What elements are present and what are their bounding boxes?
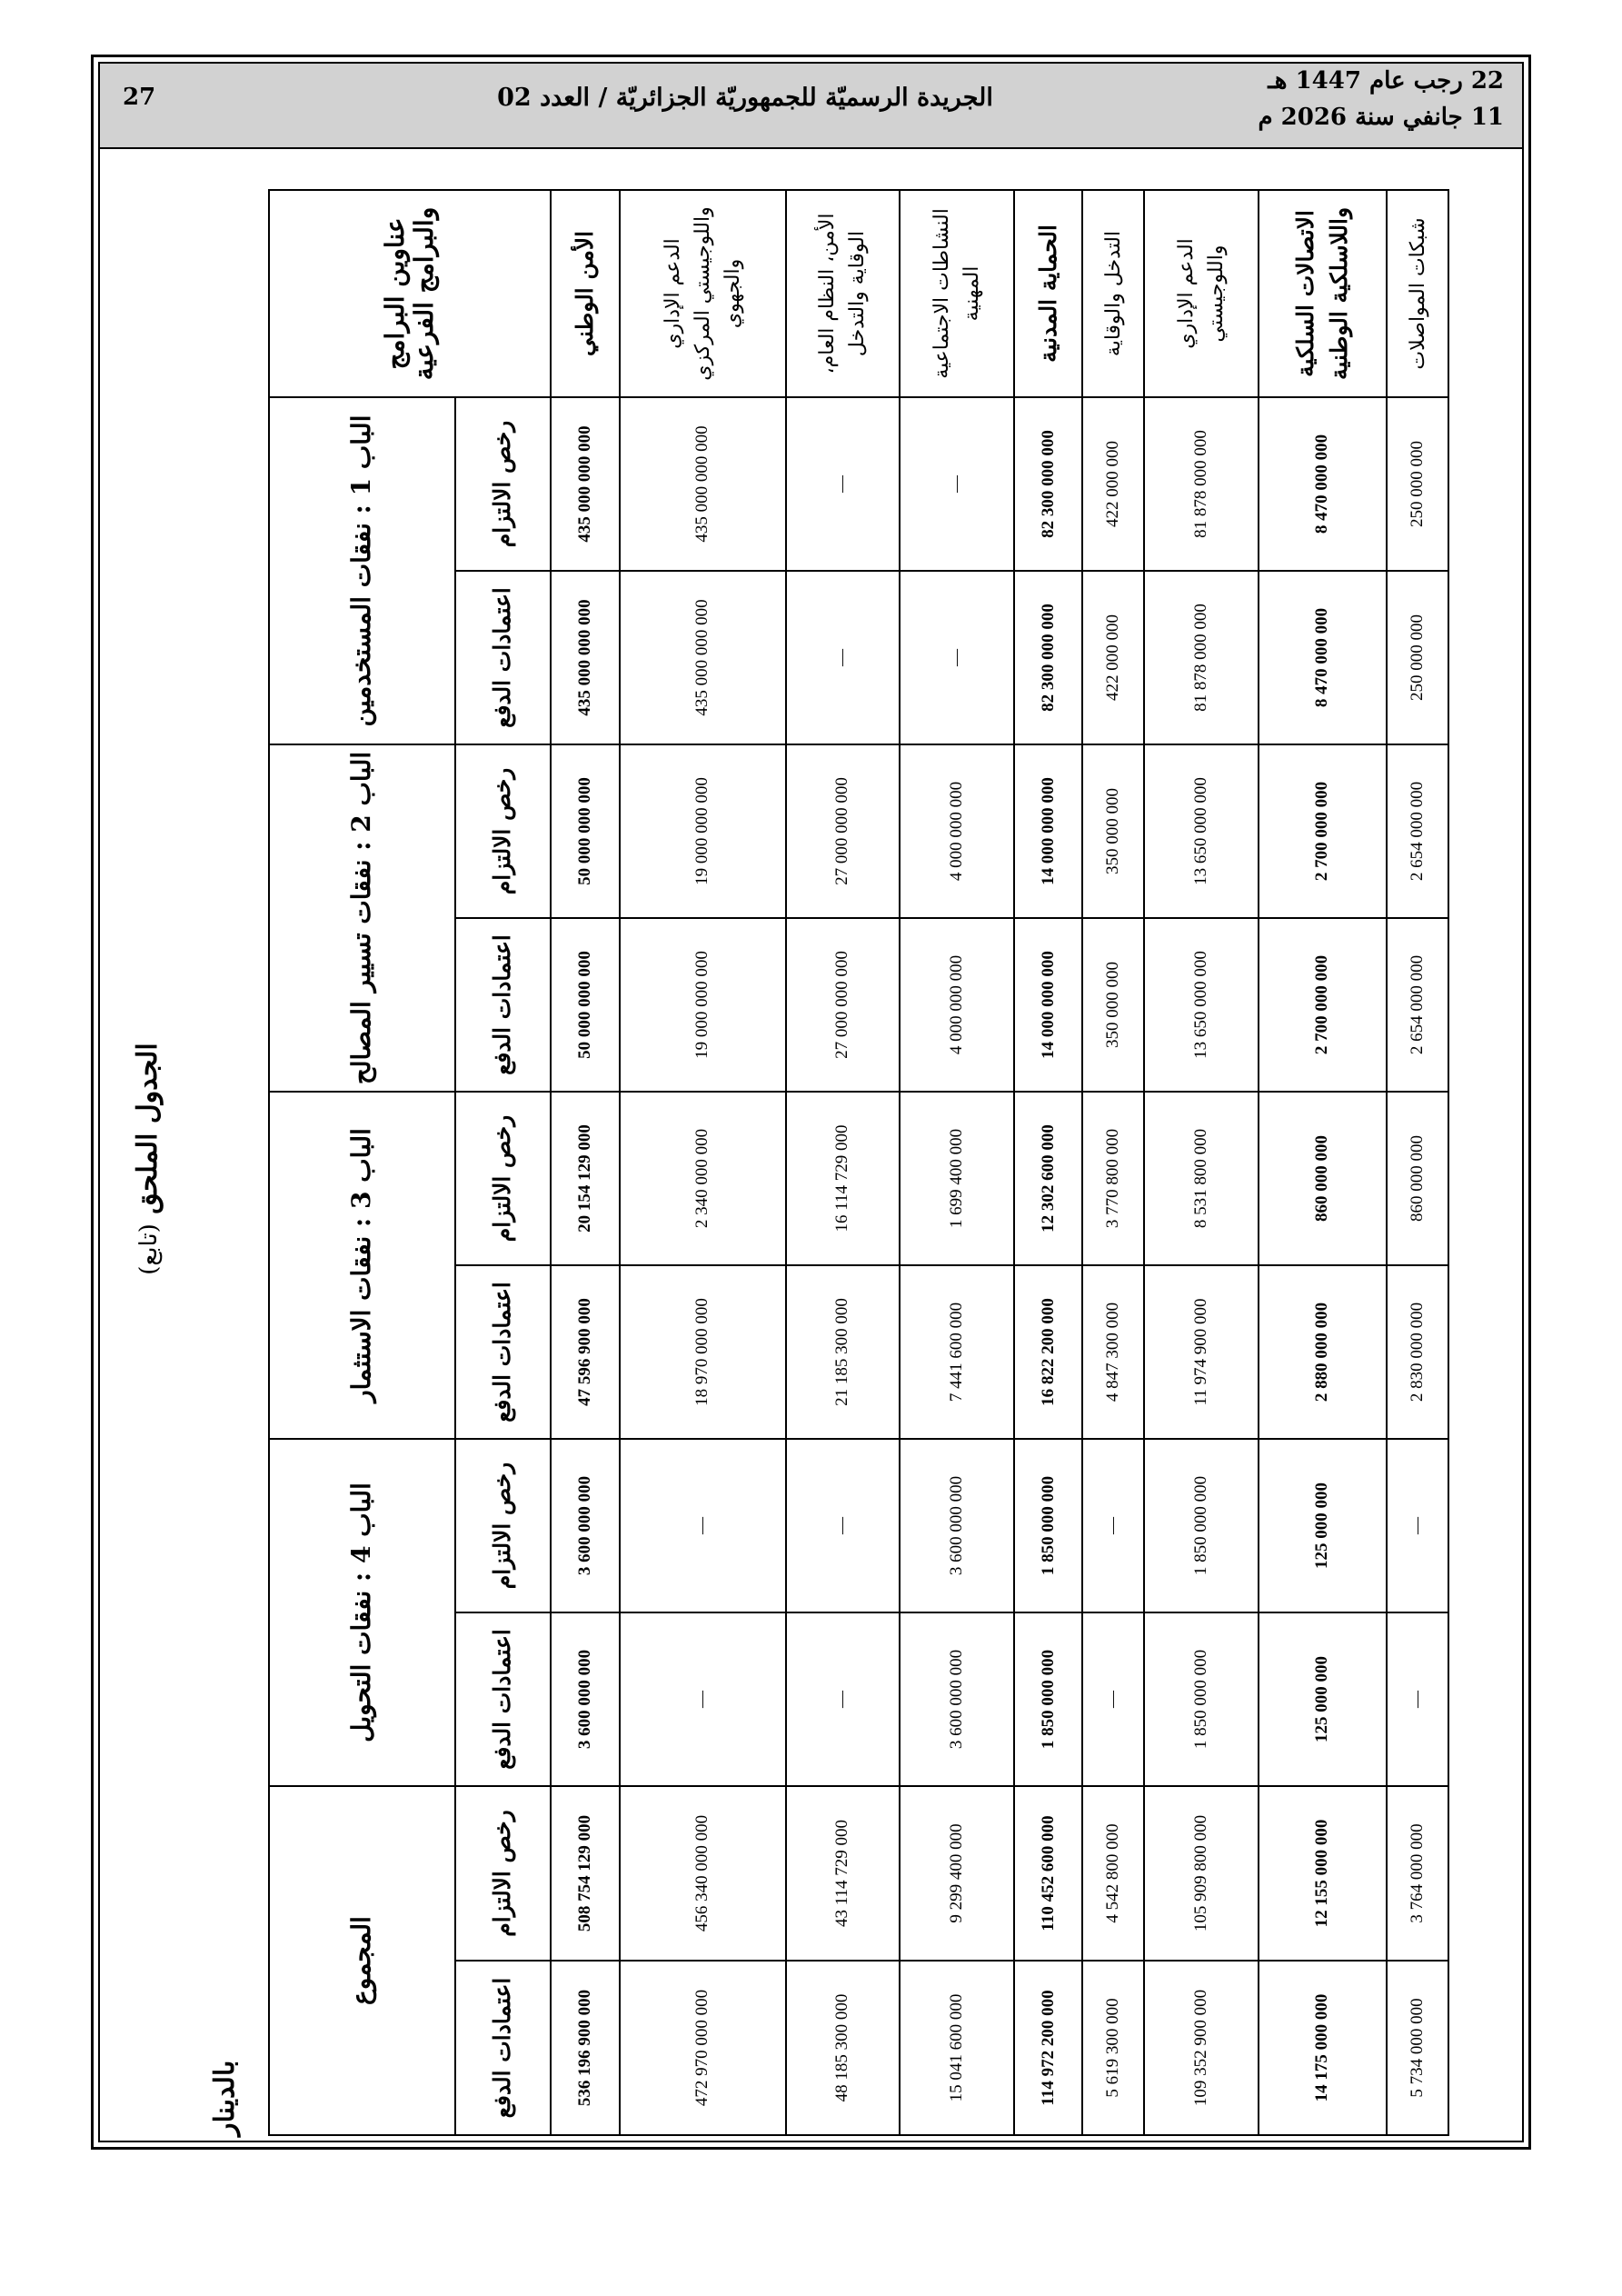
table-row	[551, 190, 620, 2135]
amount-cell: 110 452 600 000	[1014, 1786, 1083, 1961]
amount-cell: 1 850 000 000	[1144, 1612, 1258, 1786]
amount-cell: 860 000 000	[1259, 1092, 1387, 1265]
amount-cell: 47 596 900 000	[551, 1265, 620, 1439]
amount-cell: 4 000 000 000	[900, 918, 1013, 1092]
amount-cell: 105 909 800 000	[1144, 1786, 1258, 1961]
amount-cell: 2 340 000 000	[620, 1092, 786, 1265]
amount-cell: 21 185 300 000	[786, 1265, 900, 1439]
amount-cell: 50 000 000 000	[551, 918, 620, 1092]
amount-cell: —	[1387, 1439, 1448, 1612]
col-title2: الباب 2 : نفقات تسيير المصالح	[269, 744, 455, 1092]
amount-cell: 3 600 000 000	[551, 1612, 620, 1786]
amount-cell: 18 970 000 000	[620, 1265, 786, 1439]
amount-cell: 3 770 800 000	[1082, 1092, 1144, 1265]
amount-cell: —	[900, 571, 1013, 744]
amount-cell: 435 000 000 000	[620, 571, 786, 744]
journal-title: الجريدة الرسميّة للجمهوريّة الجزائريّة / العدد 02	[497, 84, 993, 112]
amount-cell: 435 000 000 000	[551, 397, 620, 571]
amount-cell: 5 734 000 000	[1387, 1961, 1448, 2135]
amount-cell: 1 699 400 000	[900, 1092, 1013, 1265]
amount-cell: 508 754 129 000	[551, 1786, 620, 1961]
col-total: المجموع	[269, 1786, 455, 2135]
amount-cell: 81 878 000 000	[1144, 571, 1258, 744]
amount-cell: 14 000 000 000	[1014, 744, 1083, 918]
amount-cell: 27 000 000 000	[786, 744, 900, 918]
amount-cell: 16 822 200 000	[1014, 1265, 1083, 1439]
col-title3-ae: رخص الالتزام	[455, 1092, 551, 1265]
amount-cell: —	[620, 1612, 786, 1786]
amount-cell: 2 700 000 000	[1259, 918, 1387, 1092]
table-row	[900, 190, 1013, 2135]
amount-cell: —	[1082, 1612, 1144, 1786]
program-name-cell: التدخل والوقاية	[1082, 190, 1144, 397]
amount-cell: 350 000 000	[1082, 744, 1144, 918]
amount-cell: 109 352 900 000	[1144, 1961, 1258, 2135]
amount-cell: 8 531 800 000	[1144, 1092, 1258, 1265]
amount-cell: 350 000 000	[1082, 918, 1144, 1092]
amount-cell: 82 300 000 000	[1014, 397, 1083, 571]
table-row	[786, 190, 900, 2135]
amount-cell: 12 155 000 000	[1259, 1786, 1387, 1961]
amount-cell: 3 764 000 000	[1387, 1786, 1448, 1961]
amount-cell: 472 970 000 000	[620, 1961, 786, 2135]
budget-table	[268, 189, 1449, 2136]
amount-cell: 19 000 000 000	[620, 744, 786, 918]
table-row	[620, 190, 786, 2135]
amount-cell: 3 600 000 000	[551, 1439, 620, 1612]
amount-cell: 422 000 000	[1082, 571, 1144, 744]
amount-cell: 9 299 400 000	[900, 1786, 1013, 1961]
col-programs: عناوين البرامج والبرامج الفرعية	[269, 190, 551, 397]
col-title4-ae: رخص الالتزام	[455, 1439, 551, 1612]
col-total-cp: اعتمادات الدفع	[455, 1961, 551, 2135]
amount-cell: 7 441 600 000	[900, 1265, 1013, 1439]
amount-cell: 27 000 000 000	[786, 918, 900, 1092]
amount-cell: 1 850 000 000	[1014, 1612, 1083, 1786]
program-name-cell: الاتصالات السلكية واللاسلكية الوطنية	[1259, 190, 1387, 397]
amount-cell: 12 302 600 000	[1014, 1092, 1083, 1265]
header-row-titles	[269, 190, 455, 2135]
amount-cell: 20 154 129 000	[551, 1092, 620, 1265]
table-row	[1387, 190, 1448, 2135]
amount-cell: 1 850 000 000	[1014, 1439, 1083, 1612]
amount-cell: 250 000 000	[1387, 397, 1448, 571]
program-name-cell: الدعم الإداري واللوجيستي المركزي والجهوي	[620, 190, 786, 397]
col-title2-cp: اعتمادات الدفع	[455, 918, 551, 1092]
col-title1: الباب 1 : نفقات المستخدمين	[269, 397, 455, 744]
col-total-ae: رخص الالتزام	[455, 1786, 551, 1961]
col-title2-ae: رخص الالتزام	[455, 744, 551, 918]
table-row	[1259, 190, 1387, 2135]
hijri-date: 22 رجب عام 1447 هـ	[1268, 67, 1504, 95]
amount-cell: 114 972 200 000	[1014, 1961, 1083, 2135]
amount-cell: 435 000 000 000	[551, 571, 620, 744]
amount-cell: —	[786, 397, 900, 571]
amount-cell: 456 340 000 000	[620, 1786, 786, 1961]
amount-cell: 14 000 000 000	[1014, 918, 1083, 1092]
amount-cell: 3 600 000 000	[900, 1612, 1013, 1786]
amount-cell: 43 114 729 000	[786, 1786, 900, 1961]
col-title3-cp: اعتمادات الدفع	[455, 1265, 551, 1439]
amount-cell: 536 196 900 000	[551, 1961, 620, 2135]
amount-cell: —	[786, 1612, 900, 1786]
amount-cell: 5 619 300 000	[1082, 1961, 1144, 2135]
amount-cell: —	[786, 1439, 900, 1612]
col-title1-ae: رخص الالتزام	[455, 397, 551, 571]
amount-cell: 125 000 000	[1259, 1612, 1387, 1786]
amount-cell: 2 830 000 000	[1387, 1265, 1448, 1439]
amount-cell: 2 654 000 000	[1387, 744, 1448, 918]
amount-cell: 4 542 800 000	[1082, 1786, 1144, 1961]
amount-cell: 82 300 000 000	[1014, 571, 1083, 744]
table-row	[1014, 190, 1083, 2135]
amount-cell: —	[620, 1439, 786, 1612]
program-name-cell: شبكات المواصلات	[1387, 190, 1448, 397]
header-row-sub	[455, 190, 551, 2135]
annex-title	[132, 182, 164, 2136]
col-title1-cp: اعتمادات الدفع	[455, 571, 551, 744]
program-name-cell: الحماية المدنية	[1014, 190, 1083, 397]
amount-cell: 13 650 000 000	[1144, 918, 1258, 1092]
amount-cell: 860 000 000	[1387, 1092, 1448, 1265]
amount-cell: —	[1387, 1612, 1448, 1786]
rotated-annex	[132, 182, 1449, 2136]
amount-cell: 2 654 000 000	[1387, 918, 1448, 1092]
amount-cell: 250 000 000	[1387, 571, 1448, 744]
col-title4: الباب 4 : نفقات التحويل	[269, 1439, 455, 1786]
amount-cell: 4 000 000 000	[900, 744, 1013, 918]
amount-cell: —	[786, 571, 900, 744]
amount-cell: 4 847 300 000	[1082, 1265, 1144, 1439]
amount-cell: 422 000 000	[1082, 397, 1144, 571]
amount-cell: 15 041 600 000	[900, 1961, 1013, 2135]
col-title4-cp: اعتمادات الدفع	[455, 1612, 551, 1786]
amount-cell: 13 650 000 000	[1144, 744, 1258, 918]
amount-cell: 2 880 000 000	[1259, 1265, 1387, 1439]
amount-cell: 435 000 000 000	[620, 397, 786, 571]
amount-cell: 16 114 729 000	[786, 1092, 900, 1265]
program-name-cell: الأمن الوطني	[551, 190, 620, 397]
program-name-cell: الأمن، النظام العام، الوقاية والتدخل	[786, 190, 900, 397]
amount-cell: —	[900, 397, 1013, 571]
amount-cell: 19 000 000 000	[620, 918, 786, 1092]
currency-label: بالدينار	[209, 2060, 241, 2136]
amount-cell: 3 600 000 000	[900, 1439, 1013, 1612]
amount-cell: 1 850 000 000	[1144, 1439, 1258, 1612]
page-number: 27	[123, 84, 156, 111]
table-row	[1082, 190, 1144, 2135]
budget-table-body	[551, 190, 1448, 2135]
gregorian-date: 11 جانفي سنة 2026 م	[1258, 104, 1504, 131]
program-name-cell: الدعم الإداري واللوجيستي	[1144, 190, 1258, 397]
amount-cell: 11 974 900 000	[1144, 1265, 1258, 1439]
amount-cell: 2 700 000 000	[1259, 744, 1387, 918]
amount-cell: 14 175 000 000	[1259, 1961, 1387, 2135]
amount-cell: —	[1082, 1439, 1144, 1612]
amount-cell: 50 000 000 000	[551, 744, 620, 918]
amount-cell: 125 000 000	[1259, 1439, 1387, 1612]
annex-subtitle: (تابع)	[135, 1223, 163, 1275]
program-name-cell: النشاطات الاجتماعية المهنية	[900, 190, 1013, 397]
amount-cell: 8 470 000 000	[1259, 397, 1387, 571]
col-title3: الباب 3 : نفقات الاستثمار	[269, 1092, 455, 1439]
amount-cell: 8 470 000 000	[1259, 571, 1387, 744]
amount-cell: 48 185 300 000	[786, 1961, 900, 2135]
amount-cell: 81 878 000 000	[1144, 397, 1258, 571]
annex-title-text: الجدول الملحق	[132, 1043, 164, 1214]
table-row	[1144, 190, 1258, 2135]
